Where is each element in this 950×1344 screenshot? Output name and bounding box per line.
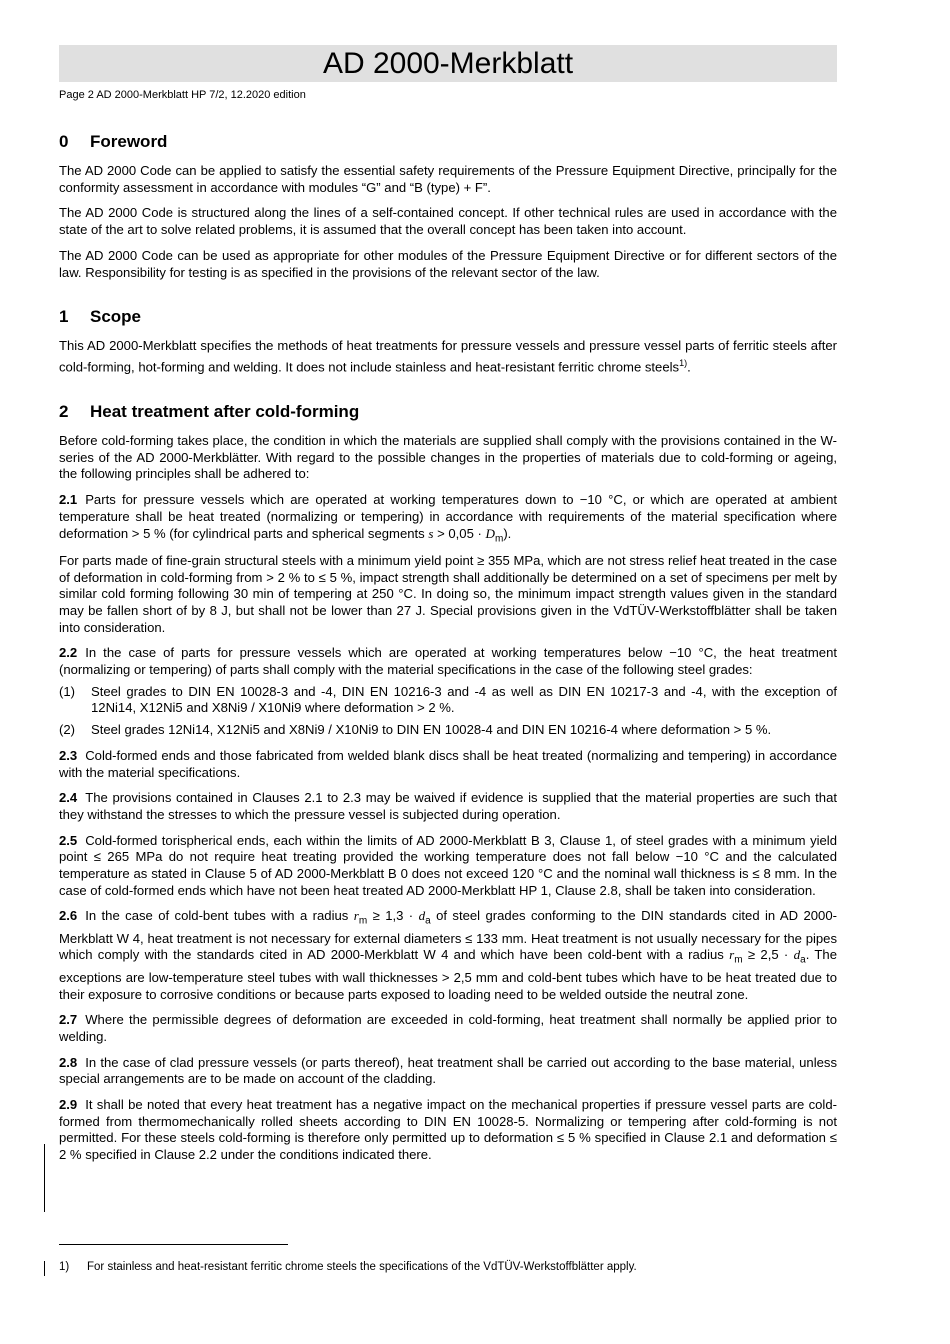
clause-text: of steel grades conforming to the DIN standards cited in AD 2000-Merkblatt W 4, heat treatment is not necessary for external diameters ≤ 133 mm. Heat treatment is not usually necessary for the pipes which comply with the standards cited in AD 2000-Merkblatt W 4 and which have been cold-bent with a radius [59,908,837,963]
section-title: Heat treatment after cold-forming [90,401,360,421]
section-title: Scope [90,307,142,327]
footnote-text: For stainless and heat-resistant ferritic chrome steels the specifications of the VdTÜV-Werkstoffblätter apply. [87,1261,637,1273]
clause-number: 2.3 [59,747,78,763]
var-s: s [428,525,434,541]
section-number: 1 [59,307,69,327]
scope-text: This AD 2000-Merkblatt specifies the methods of heat treatments for pressure vessels and pressure vessel parts of ferritic steels after cold-forming, hot-forming and welding. It does not include stainless and heat-resistant ferritic chrome steels [59,338,837,375]
clause-text: It shall be noted that every heat treatment has a negative impact on the mechanical properties if pressure vessel parts are cold-formed from thermomechanically rolled sheets according to DIN EN 10028-5. Normalizing or tempering after cold-forming is not permitted. For these steels cold-forming is therefore only permitted up to deformation ≤ 5 % specified in Clause 2.1 and deformation ≤ 2 % specified in Clause 2.2 under the conditions indicated there. [59,1097,837,1163]
clause-text: In the case of parts for pressure vessels which are operated at working temperatures below −10 °C, the heat treatment (normalizing or tempering) of parts shall comply with the material specifications in the case of the following steel grades: [59,645,837,678]
list-item [59,722,837,739]
heading-scope [59,305,837,329]
heat-intro: Before cold-forming takes place, the condition in which the materials are supplied shall comply with the provisions contained in the W-series of the AD 2000-Merkblätter. With regard to the possible changes in the properties of materials due to cold-forming or ageing, the following principles shall be adhered to: [59,432,837,482]
clause-2-8 [59,1055,837,1088]
clause-number: 2.4 [59,790,78,806]
page-header-title: AD 2000-Merkblatt [59,45,837,82]
clause-number: 2.8 [59,1054,78,1070]
clause-number: 2.2 [59,645,78,661]
footnote [59,1261,637,1273]
clause-text: > 0,05 · [433,525,486,541]
clause-text: Where the permissible degrees of deformation are exceeded in cold-forming, heat treatment shall normally be applied prior to welding. [59,1012,837,1044]
heading-foreword [59,130,837,154]
clause-number: 2.6 [59,908,78,924]
var-r: r [729,947,735,963]
subscript: m [358,916,368,928]
clause-number: 2.9 [59,1097,78,1113]
subscript: m [734,955,743,967]
var-d: d [793,947,801,963]
foreword-paragraph-2: The AD 2000 Code is structured along the lines of a self-contained concept. If other technical rules are used in accordance with the state of the art to solve related problems, it is assumed that the overall concept has been taken into account. [59,205,837,238]
clause-2-6 [59,908,837,1003]
var-d: d [418,908,426,924]
footnote-divider [59,1244,288,1245]
list-marker: (1) [59,683,76,699]
clause-text: Cold-formed torispherical ends, each within the limits of AD 2000-Merkblatt B 3, Clause 1, of steel grades with a minimum yield point ≤ 265 MPa do not require heat treating provided the working temperature does not fall below −10 °C and the calculated temperature as stated in Clause 5 of AD 2000-Merkblatt B 0 does not exceed 120 °C and the nominal wall thickness is ≤ 8 mm. In the case of cold-formed ends which have not been heat treated AD 2000-Merkblatt HP 1, Clause 2.8, shall be taken into consideration. [59,832,837,898]
scope-text-end: . [687,359,691,375]
subscript: a [800,955,806,967]
subscript: a [425,916,431,928]
clause-number: 2.5 [59,832,78,848]
clause-2-1-continuation: For parts made of fine-grain structural steels with a minimum yield point ≥ 355 MPa, which are not stress relief heat treated in the case of deformation in cold-forming from > 2 % to ≤ 5 %, impact strength shall additionally be determined on a set of specimens per melt by similar cold forming following 30 min of tempering at 250 °C. In doing so, the minimum impact strength values given in the standard may be fallen short of by 8 J, but shall not be lower than 27 J. Special provisions given in the VdTÜV-Werkstoffblätter shall be taken into consideration. [59,552,837,635]
clause-2-4 [59,790,837,823]
page-meta: Page 2 AD 2000-Merkblatt HP 7/2, 12.2020 edition [59,89,306,101]
list-marker: (2) [59,722,76,738]
clause-text: ). [503,525,512,541]
clause-text: ≥ 1,3 · [367,908,419,924]
scope-paragraph [59,338,837,376]
clause-2-9 [59,1097,837,1164]
revision-change-bar [44,1144,45,1212]
section-number: 2 [59,401,69,421]
clause-text: The provisions contained in Clauses 2.1 to 2.3 may be waived if evidence is supplied that the material properties are such that they withstand the stresses to which the pressure vessel is subjected during operation. [59,790,837,822]
clause-2-2 [59,645,837,678]
clause-text: Parts for pressure vessels which are operated at working temperatures down to −10 °C, or which are operated at ambient temperature shall be heat treated (normalizing or tempering) in accordance with requirements of the material specification where deformation > 5 % (for cylindrical parts and spherical segments [59,492,837,541]
clause-2-1 [59,492,837,548]
section-title: Foreword [90,132,168,151]
clause-text: In the case of cold-bent tubes with a radius [85,908,354,924]
foreword-paragraph-3: The AD 2000 Code can be used as appropriate for other modules of the Pressure Equipment Directive or for different sectors of the law. Responsibility for testing is as specified in the provisions of the relevant sector of the law. [59,247,837,280]
foreword-paragraph-1: The AD 2000 Code can be applied to satisfy the essential safety requirements of the Pressure Equipment Directive, principally for the conformity assessment in accordance with modules “G” and “B (type) + F”. [59,163,837,195]
list-text: Steel grades to DIN EN 10028-3 and -4, DIN EN 10216-3 and -4 as well as DIN EN 10217-3 and -4, with the exception of 12Ni14, X12Ni5 and X8Ni9 / X10Ni9 where deformation > 2 %. [91,683,837,716]
footnote-number: 1) [59,1261,70,1273]
clause-2-3 [59,748,837,781]
heading-heat-treatment [59,400,837,424]
list-item [59,684,837,717]
subscript: m [494,533,504,545]
document-body [59,130,837,1173]
var-D: D [485,525,495,541]
clause-text: . The exceptions are low-temperature steel tubes with wall thicknesses > 2,5 mm and cold-bent tubes which have to be heat treated due to their exposure to corrosive conditions or because parts exposed to loading need to be welded outside the neutral zone. [59,947,837,1002]
clause-text: In the case of clad pressure vessels (or parts thereof), heat treatment shall be carried out according to the base material, unless special arrangements are to be made on account of the cladding. [59,1054,837,1087]
clause-text: ≥ 2,5 · [742,947,794,963]
clause-text: Cold-formed ends and those fabricated from welded blank discs shall be heat treated (normalizing and tempering) in accordance with the material specifications. [59,747,837,780]
list-text: Steel grades 12Ni14, X12Ni5 and X8Ni9 / X10Ni9 to DIN EN 10028-4 and DIN EN 10216-4 where deformation > 5 %. [91,722,772,738]
clause-2-7 [59,1012,837,1045]
var-r: r [353,908,359,924]
clause-2-5 [59,833,837,900]
clause-number: 2.1 [59,492,78,508]
revision-change-bar [44,1261,45,1276]
clause-number: 2.7 [59,1012,78,1028]
section-number: 0 [59,132,69,151]
footnote-reference: 1) [679,357,688,368]
